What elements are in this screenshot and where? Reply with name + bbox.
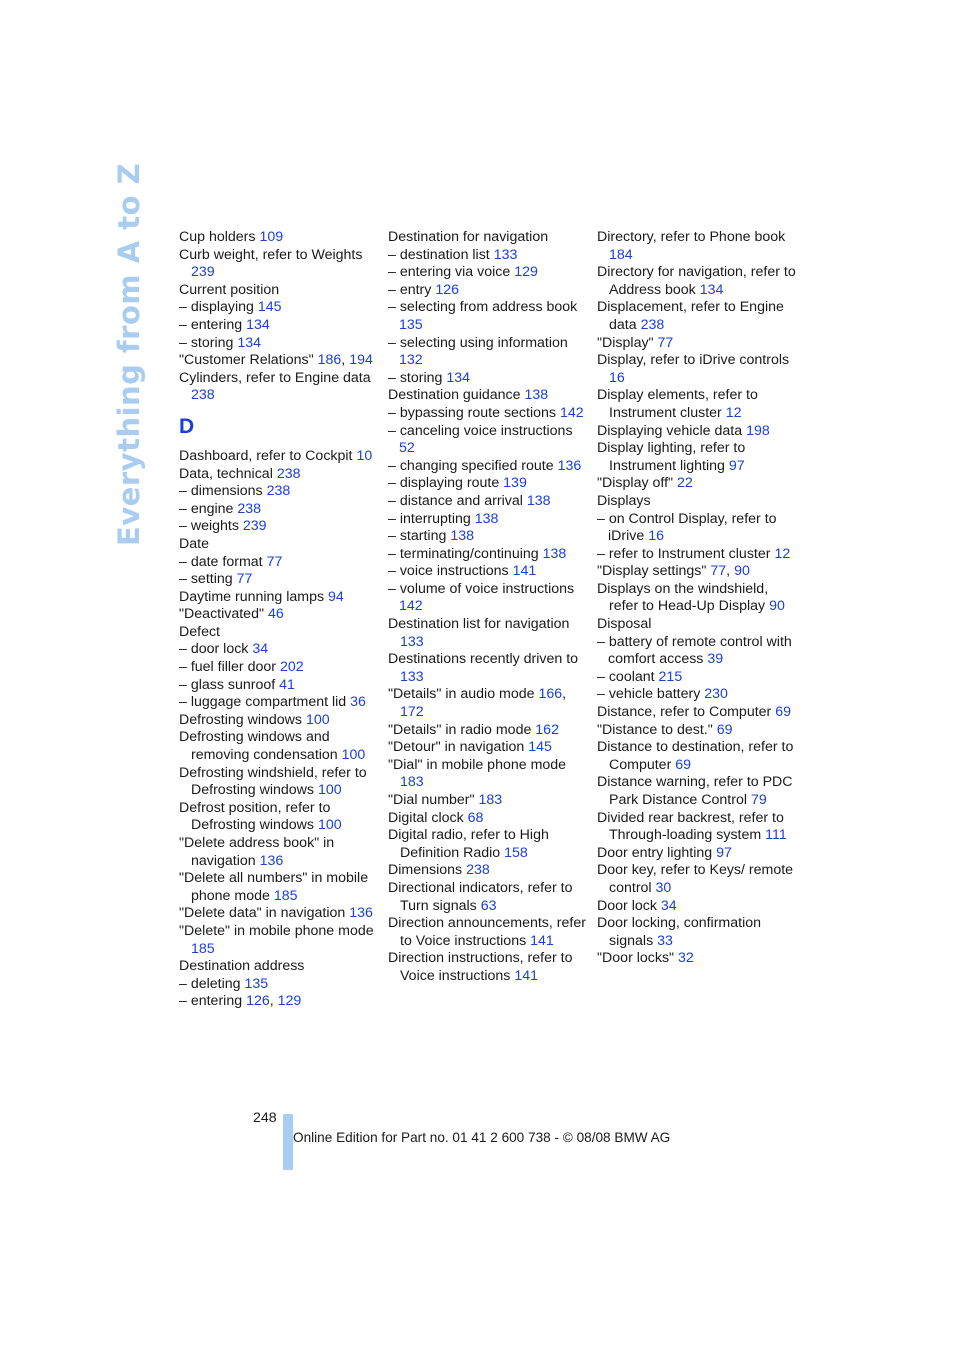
index-entry [179, 905, 379, 923]
index-subentry [388, 511, 588, 529]
index-term: "Display settings" [597, 563, 707, 580]
page-reference-link[interactable]: 138 [524, 387, 549, 404]
index-term: Door key, refer to Keys/ remote control [597, 862, 794, 896]
page-reference-link[interactable]: 34 [252, 641, 269, 658]
index-entry [597, 493, 797, 511]
index-subentry [179, 694, 379, 712]
page-reference-link[interactable]: 194 [349, 352, 373, 369]
index-subentry [388, 528, 588, 546]
index-term: "Distance to dest." [597, 721, 713, 738]
index-term: – starting [388, 528, 447, 545]
index-subentry [179, 659, 379, 677]
page-reference-link[interactable]: 183 [478, 792, 503, 808]
page-reference-link[interactable]: 52 [399, 440, 415, 457]
page-reference-link[interactable]: 238 [191, 387, 215, 404]
index-entry [597, 229, 797, 264]
index-subentry [388, 475, 588, 493]
index-subentry [388, 563, 588, 581]
index-term: Distance to destination, refer to Computer [597, 739, 794, 773]
index-subentry [179, 501, 379, 519]
page-reference-link[interactable]: 145 [257, 299, 282, 316]
index-term: Divided rear backrest, refer to Through-loading system [597, 809, 784, 844]
index-entry [597, 845, 797, 863]
index-entry [597, 475, 797, 493]
index-term: Destinations recently driven to [388, 651, 579, 668]
index-entry [597, 387, 797, 422]
index-entry [179, 589, 379, 607]
index-entry [179, 536, 379, 554]
index-entry [597, 739, 797, 774]
index-term: Destination list for navigation [388, 616, 570, 633]
index-entry [388, 915, 588, 950]
page-reference-link[interactable]: 69 [716, 721, 733, 738]
index-term: – displaying route [388, 475, 500, 492]
page-reference-link[interactable]: 142 [559, 404, 584, 421]
index-subentry [179, 335, 379, 353]
index-term: Defrosting windows [179, 711, 303, 728]
index-term: – storing [388, 369, 443, 386]
page-reference-link[interactable]: 239 [242, 518, 267, 535]
index-entry [388, 810, 588, 828]
page-reference-link[interactable]: 135 [399, 316, 423, 333]
index-entry [388, 757, 588, 792]
index-term: "Deactivated" [179, 606, 264, 623]
index-term: – on Control Display, refer to iDrive [597, 510, 777, 545]
index-term: – terminating/continuing [388, 545, 539, 562]
page-reference-link[interactable]: 238 [266, 483, 291, 500]
page-reference-link[interactable]: 100 [341, 747, 366, 764]
index-term: Digital clock [388, 809, 464, 826]
page-reference-link[interactable]: 133 [493, 246, 518, 263]
index-term: – entering [179, 993, 243, 1010]
page-reference-link[interactable]: 135 [244, 975, 269, 992]
index-term: – vehicle battery [597, 686, 701, 703]
page-reference-link[interactable]: 90 [734, 563, 750, 580]
index-entry [179, 712, 379, 730]
index-subentry: – entering 126, 129 [179, 993, 302, 1010]
index-entry [388, 739, 588, 757]
index-term: Direction announcements, refer to Voice instructions [388, 915, 586, 949]
index-term: – interrupting [388, 510, 471, 527]
page-reference-link[interactable]: 184 [609, 246, 633, 263]
index-entry [179, 448, 379, 466]
index-entry [388, 827, 588, 862]
index-subentry [179, 299, 379, 317]
index-term: – coolant [597, 668, 655, 685]
index-term: "Delete data" in navigation [179, 905, 346, 922]
page-reference-link[interactable]: 69 [775, 704, 791, 721]
page-reference-link[interactable]: 111 [765, 827, 787, 844]
page-reference-link[interactable]: 100 [317, 782, 342, 799]
index-entry [179, 835, 379, 870]
index-section-letter: D [179, 414, 195, 438]
page-reference-link[interactable]: 136 [259, 852, 284, 869]
page-reference-link[interactable]: 30 [655, 879, 672, 896]
index-entry [388, 651, 588, 686]
index-subentry [388, 581, 588, 616]
index-column-2 [388, 229, 588, 986]
index-term: Destination address [179, 958, 305, 975]
page-reference-link[interactable]: 90 [769, 598, 785, 615]
index-term: – displaying [179, 299, 254, 316]
page-reference-link[interactable]: 238 [466, 862, 490, 879]
index-term: Destination for navigation [388, 229, 549, 245]
footer-accent-bar [283, 1114, 293, 1170]
index-entry [597, 898, 797, 916]
page-reference-link[interactable]: 239 [191, 264, 215, 281]
index-subentry [597, 511, 797, 546]
index-entry [597, 704, 797, 722]
index-entry [388, 387, 588, 405]
page-reference-link[interactable]: 63 [480, 897, 497, 914]
index-term: Directory for navigation, refer to Address book [597, 264, 796, 298]
index-entry [179, 466, 379, 484]
index-term: – selecting from address book [388, 299, 578, 316]
page-reference-link[interactable]: 138 [542, 545, 567, 562]
index-term: "Details" in radio mode [388, 721, 532, 738]
index-subentry [179, 483, 379, 501]
index-term: "Details" in audio mode [388, 686, 535, 703]
index-term: Dashboard, refer to Cockpit [179, 447, 353, 464]
index-entry: "Details" in audio mode 166, 172 [388, 686, 567, 721]
page-reference-link[interactable]: 142 [399, 598, 423, 615]
index-subentry [597, 634, 797, 669]
index-entry [597, 810, 797, 845]
index-entry [179, 606, 379, 624]
page-reference-link[interactable]: 134 [246, 316, 270, 333]
index-entry [597, 299, 797, 334]
page-reference-link[interactable]: 77 [266, 553, 283, 570]
index-term: "Detour" in navigation [388, 739, 525, 756]
page-reference-link[interactable]: 166 [538, 686, 563, 703]
index-entry [179, 958, 379, 976]
index-column-3 [597, 229, 797, 968]
index-entry [179, 229, 379, 247]
index-subentry [179, 317, 379, 335]
index-subentry [597, 546, 797, 564]
page-reference-link[interactable]: 12 [725, 404, 742, 421]
page-reference-link[interactable]: 134 [237, 334, 262, 351]
page-reference-link[interactable]: 100 [305, 711, 330, 728]
page-reference-link[interactable]: 238 [237, 500, 262, 517]
page-reference-link[interactable]: 141 [514, 967, 539, 984]
index-entry [179, 923, 379, 958]
index-entry [597, 423, 797, 441]
index-term: – glass sunroof [179, 676, 276, 693]
index-term: Daytime running lamps [179, 588, 325, 605]
index-subentry [388, 264, 588, 282]
index-subentry [388, 423, 588, 458]
index-term: Defrosting windows and removing condensation [179, 729, 338, 764]
page-reference-link[interactable]: 145 [528, 739, 552, 756]
page-reference-link[interactable]: 77 [657, 334, 674, 351]
index-term: Distance, refer to Computer [597, 704, 772, 721]
index-entry: "Customer Relations" 186, 194 [179, 352, 373, 369]
index-term: "Delete address book" in navigation [179, 835, 335, 869]
index-term: – selecting using information [388, 334, 568, 351]
page-reference-link[interactable]: 41 [279, 676, 295, 693]
index-term: – canceling voice instructions [388, 422, 573, 439]
page-reference-link[interactable]: 139 [503, 475, 527, 492]
page-reference-link[interactable]: 138 [450, 528, 474, 545]
page-reference-link[interactable]: 16 [648, 528, 664, 545]
index-term: Door lock [597, 897, 657, 914]
index-entry [597, 862, 797, 897]
index-term: Dimensions [388, 862, 463, 879]
index-term: Current position [179, 281, 280, 298]
index-subentry [388, 458, 588, 476]
index-entry [388, 616, 588, 651]
index-term: "Door locks" [597, 950, 675, 967]
index-entry [388, 950, 588, 985]
index-subentry [388, 405, 588, 423]
page-reference-link[interactable]: 185 [273, 887, 298, 904]
page-reference-link[interactable]: 141 [530, 932, 554, 949]
index-term: Door locking, confirmation signals [597, 915, 762, 949]
index-term: "Display" [597, 334, 654, 351]
page-reference-link[interactable]: 185 [191, 940, 215, 957]
index-term: – date format [179, 553, 263, 570]
index-subentry [179, 976, 379, 994]
index-entry [179, 870, 379, 905]
page-reference-link[interactable]: 141 [512, 563, 537, 580]
page-reference-link[interactable]: 46 [267, 606, 284, 623]
index-term: – dimensions [179, 483, 263, 500]
page-reference-link[interactable]: 126 [435, 281, 459, 298]
index-term: – changing specified route [388, 457, 554, 474]
index-entry [179, 624, 379, 642]
index-subentry [179, 554, 379, 572]
index-subentry [597, 669, 797, 687]
page-reference-link[interactable]: 238 [276, 465, 301, 482]
page-reference-link[interactable]: 34 [660, 897, 677, 914]
index-subentry [597, 686, 797, 704]
index-term: Cup holders [179, 229, 256, 245]
index-term: Curb weight, refer to Weights [179, 246, 363, 263]
page-reference-link[interactable]: 126 [246, 993, 270, 1010]
page-reference-link[interactable]: 97 [728, 457, 745, 474]
index-entry [597, 264, 797, 299]
page-reference-link[interactable]: 136 [557, 457, 582, 474]
index-term: – deleting [179, 975, 241, 992]
index-term: – refer to Instrument cluster [597, 545, 771, 562]
page-reference-link[interactable]: 202 [279, 659, 304, 676]
index-term: Displaying vehicle data [597, 422, 743, 439]
index-term: Door entry lighting [597, 844, 713, 861]
page-reference-link[interactable]: 129 [277, 993, 302, 1010]
index-term: "Display off" [597, 475, 674, 492]
index-entry [597, 440, 797, 475]
page-reference-link[interactable]: 22 [677, 475, 693, 492]
page-reference-link[interactable]: 39 [707, 651, 724, 668]
page-reference-link[interactable]: 68 [467, 809, 484, 826]
index-entry [597, 774, 797, 809]
index-entry [597, 950, 797, 968]
index-subentry [388, 493, 588, 511]
index-entry [597, 722, 797, 740]
page-reference-link[interactable]: 77 [710, 563, 727, 580]
page-reference-link[interactable]: 69 [675, 756, 692, 773]
index-term: "Dial number" [388, 792, 475, 808]
index-entry [388, 229, 588, 247]
page-reference-link[interactable]: 133 [400, 668, 424, 685]
index-term: Direction instructions, refer to Voice instructions [388, 950, 573, 984]
page-reference-link[interactable]: 97 [716, 844, 732, 861]
page-reference-link[interactable]: 77 [236, 571, 253, 588]
index-term: Displays on the windshield, refer to Head-Up Display [597, 580, 769, 615]
index-entry [179, 282, 379, 300]
index-entry [179, 247, 379, 282]
page-reference-link[interactable]: 230 [704, 686, 728, 703]
index-subentry [179, 641, 379, 659]
index-term: Cylinders, refer to Engine data [179, 369, 371, 386]
index-term: – engine [179, 500, 234, 517]
page-reference-link[interactable]: 100 [317, 817, 342, 834]
index-term: Displacement, refer to Engine data [597, 299, 784, 333]
index-term: – entering [179, 316, 243, 333]
index-term: – setting [179, 571, 233, 588]
page-reference-link[interactable]: 79 [750, 792, 767, 808]
page-reference-link[interactable]: 138 [526, 492, 551, 509]
page-reference-link[interactable]: 109 [259, 229, 284, 245]
index-term: Defrost position, refer to Defrosting windows [179, 799, 331, 834]
index-term: – weights [179, 518, 239, 535]
page-reference-link[interactable]: 186 [317, 352, 342, 369]
index-term: "Customer Relations" [179, 352, 314, 369]
index-entry [388, 792, 588, 810]
page-reference-link[interactable]: 32 [678, 950, 694, 967]
page-reference-link[interactable]: 36 [350, 694, 366, 711]
index-term: Display, refer to iDrive controls [597, 352, 790, 369]
index-term: – distance and arrival [388, 492, 523, 509]
index-subentry [388, 546, 588, 564]
index-subentry [388, 335, 588, 370]
index-subentry [179, 571, 379, 589]
index-subentry [388, 370, 588, 388]
index-entry [179, 729, 379, 764]
page-reference-link[interactable]: 158 [504, 844, 528, 861]
index-entry [597, 915, 797, 950]
index-term: Defect [179, 623, 221, 640]
index-term: "Delete all numbers" in mobile phone mode [179, 870, 369, 904]
section-side-title: Everything from A to Z [112, 162, 146, 546]
index-term: Directory, refer to Phone book [597, 229, 786, 245]
page-reference-link[interactable]: 33 [657, 932, 673, 949]
index-entry [388, 862, 588, 880]
index-column-1 [179, 229, 379, 1011]
page-reference-link[interactable]: 12 [774, 545, 791, 562]
index-entry [179, 800, 379, 835]
index-term: – voice instructions [388, 563, 509, 580]
index-term: – storing [179, 334, 234, 351]
footer-edition-text: Online Edition for Part no. 01 41 2 600 738 - © 08/08 BMW AG [293, 1130, 671, 1145]
index-entry [597, 352, 797, 387]
index-term: – entering via voice [388, 264, 511, 281]
index-subentry [388, 299, 588, 334]
index-entry [179, 370, 379, 405]
page-number: 248 [253, 1110, 277, 1126]
index-term: – bypassing route sections [388, 404, 556, 421]
page-reference-link[interactable]: 183 [400, 774, 424, 791]
index-term: – volume of voice instructions [388, 580, 575, 597]
index-term: Displays [597, 492, 651, 509]
index-entry [388, 880, 588, 915]
page-reference-link[interactable]: 162 [535, 721, 559, 738]
page-reference-link[interactable]: 134 [446, 369, 471, 386]
index-term: "Delete" in mobile phone mode [179, 922, 374, 939]
index-entry [597, 616, 797, 634]
index-term: Date [179, 535, 209, 552]
page-reference-link[interactable]: 138 [474, 510, 499, 527]
page-reference-link[interactable]: 132 [399, 352, 423, 369]
page-reference-link[interactable]: 215 [658, 668, 683, 685]
page-reference-link[interactable]: 172 [400, 704, 424, 721]
index-entry [597, 335, 797, 353]
index-entry: "Display settings" 77, 90 [597, 563, 750, 580]
page-reference-link[interactable]: 10 [356, 447, 373, 464]
page-reference-link[interactable]: 94 [328, 588, 344, 605]
page-reference-link[interactable]: 16 [609, 369, 625, 386]
page-reference-link[interactable]: 238 [640, 316, 665, 333]
index-term: Destination guidance [388, 387, 521, 404]
page-reference-link[interactable]: 133 [400, 633, 424, 650]
index-term: Disposal [597, 616, 652, 633]
page-reference-link[interactable]: 198 [746, 422, 770, 439]
index-term: – luggage compartment lid [179, 694, 347, 711]
page-reference-link[interactable]: 134 [699, 281, 724, 298]
index-subentry [179, 677, 379, 695]
index-term: Display lighting, refer to Instrument lighting [597, 440, 746, 474]
index-term: – destination list [388, 246, 490, 263]
page-reference-link[interactable]: 136 [349, 905, 373, 922]
index-entry [179, 765, 379, 800]
index-subentry [388, 282, 588, 300]
index-subentry [388, 247, 588, 265]
index-term: Directional indicators, refer to Turn signals [388, 879, 573, 914]
index-subentry [179, 518, 379, 536]
index-term: Digital radio, refer to High Definition Radio [388, 827, 549, 861]
index-entry [388, 722, 588, 740]
index-term: – door lock [179, 641, 249, 658]
index-term: Distance warning, refer to PDC Park Distance Control [597, 774, 793, 808]
index-entry [597, 581, 797, 616]
index-term: – entry [388, 281, 432, 298]
index-term: – fuel filler door [179, 659, 276, 676]
index-term: Data, technical [179, 465, 273, 482]
index-term: Defrosting windshield, refer to Defrosting windows [179, 764, 367, 799]
index-term: "Dial" in mobile phone mode [388, 756, 567, 773]
page-reference-link[interactable]: 129 [514, 264, 538, 281]
index-term: – battery of remote control with comfort access [597, 633, 792, 668]
index-term: Display elements, refer to Instrument cluster [597, 387, 758, 421]
